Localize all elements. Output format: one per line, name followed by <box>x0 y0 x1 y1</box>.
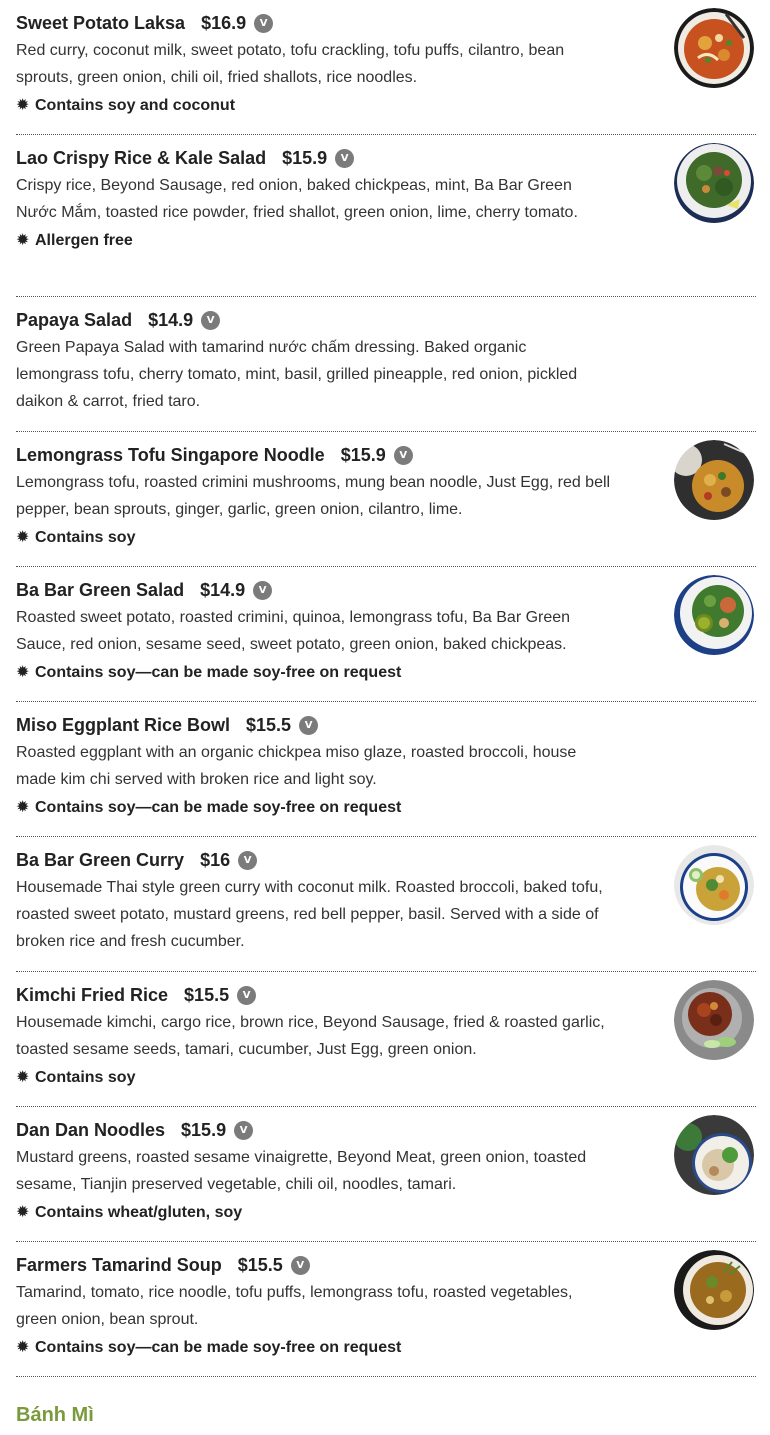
menu-item <box>16 297 756 432</box>
menu-item-price: $15.5 <box>237 1254 283 1275</box>
food-photo <box>674 440 754 520</box>
vegan-badge: V <box>201 311 220 330</box>
menu-item-allergen-note <box>16 226 756 254</box>
menu-item-description: Roasted eggplant with an organic chickpea miso glaze, roasted broccoli, house made kim chi served with broken rice and light soy. <box>16 744 577 788</box>
allergen-note-text: Contains soy <box>35 529 136 546</box>
menu-item-price: $16 <box>200 849 231 870</box>
asterisk-icon: ✹ <box>16 797 30 816</box>
menu-item-header <box>16 577 756 603</box>
asterisk-icon: ✹ <box>16 1202 30 1221</box>
menu-item-allergen-note <box>16 91 756 119</box>
vegan-badge: V <box>299 716 318 735</box>
menu-item <box>16 567 756 702</box>
menu-item <box>16 1107 756 1242</box>
allergen-note-text: Contains soy—can be made soy-free on request <box>35 799 402 816</box>
food-photo <box>674 143 754 223</box>
menu-item-header <box>16 1252 756 1278</box>
menu-item-header <box>16 10 756 36</box>
asterisk-icon: ✹ <box>16 662 30 681</box>
menu-item-name: Dan Dan Noodles <box>16 1119 166 1140</box>
menu-item <box>16 1242 756 1377</box>
menu-list <box>16 0 756 1377</box>
menu-item-allergen-note <box>16 1063 756 1091</box>
menu-item-price: $15.9 <box>181 1119 227 1140</box>
asterisk-icon: ✹ <box>16 95 30 114</box>
food-photo <box>674 1250 754 1330</box>
menu-item-description: Lemongrass tofu, roasted crimini mushrooms, mung bean noodle, Just Egg, red bell pepper, bean sprouts, ginger, garlic, green onion, cilantro, lime. <box>16 474 611 518</box>
menu-item-price: $15.5 <box>184 984 230 1005</box>
food-photo <box>674 8 754 88</box>
menu-item-header <box>16 847 756 873</box>
menu-item-description: Mustard greens, roasted sesame vinaigrette, Beyond Meat, green onion, toasted sesame, Tianjin preserved vegetable, chili oil, noodles, tamari. <box>16 1149 587 1193</box>
asterisk-icon: ✹ <box>16 1337 30 1356</box>
menu-item-header <box>16 145 756 171</box>
menu-item-description: Housemade kimchi, cargo rice, brown rice, Beyond Sausage, fried & roasted garlic, toasted sesame seeds, tamari, cucumber, Just Egg, green onion. <box>16 1014 605 1058</box>
menu-item-name: Ba Bar Green Curry <box>16 849 185 870</box>
allergen-note-text: Contains soy—can be made soy-free on request <box>35 1339 402 1356</box>
allergen-note-text: Contains soy <box>35 1069 136 1086</box>
menu-item-name: Sweet Potato Laksa <box>16 12 186 33</box>
menu-item-description: Tamarind, tomato, rice noodle, tofu puffs, lemongrass tofu, roasted vegetables, green onion, bean sprout. <box>16 1284 573 1328</box>
menu-item-name: Lemongrass Tofu Singapore Noodle <box>16 444 325 465</box>
section-heading-banh-mi: Bánh Mì <box>16 1404 94 1426</box>
menu-item-name: Ba Bar Green Salad <box>16 579 185 600</box>
menu-item-allergen-note <box>16 523 756 551</box>
menu-item-header <box>16 307 756 333</box>
menu-item-allergen-note <box>16 1198 756 1226</box>
vegan-badge: V <box>394 446 413 465</box>
menu-item <box>16 837 756 972</box>
menu-item-name: Kimchi Fried Rice <box>16 984 169 1005</box>
vegan-badge: V <box>237 986 256 1005</box>
asterisk-icon: ✹ <box>16 527 30 546</box>
menu-item-price: $14.9 <box>200 579 246 600</box>
menu-item-header <box>16 1117 756 1143</box>
asterisk-icon: ✹ <box>16 230 30 249</box>
menu-item-price: $16.9 <box>201 12 247 33</box>
vegan-badge: V <box>238 851 257 870</box>
menu-item-description: Green Papaya Salad with tamarind nước chấm dressing. Baked organic lemongrass tofu, cherry tomato, mint, basil, grilled pineapple, red onion, pickled daikon & carrot, fried taro. <box>16 339 578 410</box>
allergen-note-text: Allergen free <box>35 232 133 249</box>
menu-item-header <box>16 712 756 738</box>
food-photo <box>674 845 754 925</box>
allergen-note-text: Contains wheat/gluten, soy <box>35 1204 243 1221</box>
menu-item-name: Lao Crispy Rice & Kale Salad <box>16 147 267 168</box>
menu-item <box>16 702 756 837</box>
menu-item-price: $15.9 <box>282 147 328 168</box>
food-photo <box>674 980 754 1060</box>
menu-item-allergen-note <box>16 793 756 821</box>
menu-item <box>16 0 756 135</box>
menu-item <box>16 972 756 1107</box>
menu-item-name: Miso Eggplant Rice Bowl <box>16 714 231 735</box>
food-photo <box>674 1115 754 1195</box>
menu-item-price: $15.5 <box>246 714 292 735</box>
menu-item-header <box>16 442 756 468</box>
vegan-badge: V <box>253 581 272 600</box>
asterisk-icon: ✹ <box>16 1067 30 1086</box>
menu-item-allergen-note <box>16 1333 756 1361</box>
vegan-badge: V <box>291 1256 310 1275</box>
food-photo <box>674 575 754 655</box>
menu-item-name: Papaya Salad <box>16 309 133 330</box>
menu-item <box>16 135 756 297</box>
vegan-badge: V <box>254 14 273 33</box>
menu-item-description: Roasted sweet potato, roasted crimini, quinoa, lemongrass tofu, Ba Bar Green Sauce, red onion, sesame seed, sweet potato, green onion, baked chickpeas. <box>16 609 571 653</box>
allergen-note-text: Contains soy and coconut <box>35 97 236 114</box>
vegan-badge: V <box>335 149 354 168</box>
menu-item-price: $15.9 <box>340 444 386 465</box>
menu-item <box>16 432 756 567</box>
allergen-note-text: Contains soy—can be made soy-free on request <box>35 664 402 681</box>
menu-item-allergen-note <box>16 658 756 686</box>
menu-item-price: $14.9 <box>148 309 194 330</box>
menu-item-description: Housemade Thai style green curry with coconut milk. Roasted broccoli, baked tofu, roasted sweet potato, mustard greens, red bell pepper, basil. Served with a side of broken rice and fresh cucumber. <box>16 879 603 950</box>
menu-item-name: Farmers Tamarind Soup <box>16 1254 222 1275</box>
vegan-badge: V <box>234 1121 253 1140</box>
menu-item-description: Crispy rice, Beyond Sausage, red onion, baked chickpeas, mint, Ba Bar Green Nước Mắm, toasted rice powder, fried shallot, green onion, lime, cherry tomato. <box>16 177 578 221</box>
menu-item-description: Red curry, coconut milk, sweet potato, tofu crackling, tofu puffs, cilantro, bean sprouts, green onion, chili oil, fried shallots, rice noodles. <box>16 42 565 86</box>
menu-item-header <box>16 982 756 1008</box>
